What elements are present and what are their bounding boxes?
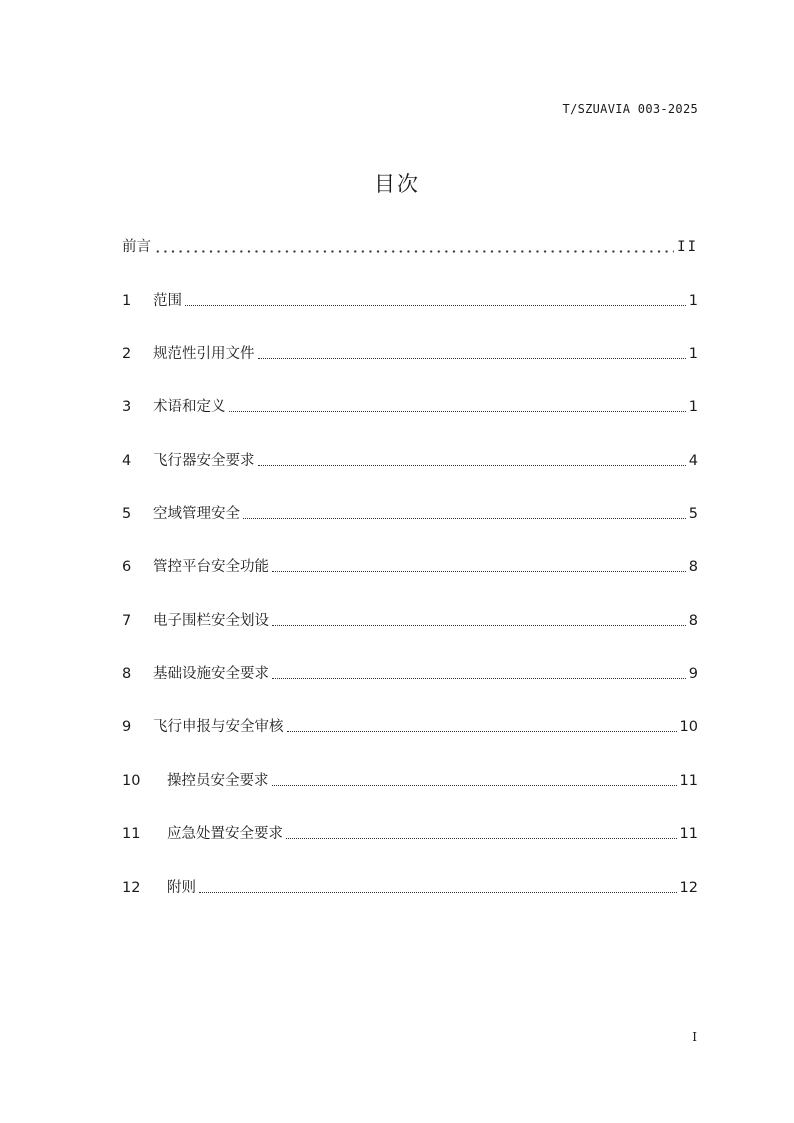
toc-leader-dots: [287, 730, 677, 732]
toc-entry-6[interactable]: [122, 556, 698, 578]
toc-entry-text: 范围: [153, 293, 182, 309]
toc-entry-7[interactable]: [122, 610, 698, 632]
toc-entry-foreword[interactable]: [122, 236, 698, 258]
toc-entry-text: 基础设施安全要求: [153, 666, 269, 682]
toc-entry-page: 11: [679, 773, 698, 789]
toc-leader-dots: [243, 517, 686, 519]
toc-entry-page: 8: [688, 613, 698, 629]
toc-entry-page: 11: [679, 826, 698, 842]
toc-entry-4[interactable]: [122, 450, 698, 472]
toc-leader-dots: [272, 784, 677, 786]
toc-leader-dots: [272, 624, 686, 626]
toc-entry-page: 1: [688, 346, 698, 362]
toc-entry-number: 5: [122, 506, 132, 522]
toc-entry-page: 9: [688, 666, 698, 682]
toc-entry-11[interactable]: [122, 823, 698, 845]
toc-entry-text: 前言: [122, 239, 151, 255]
toc-entry-page: 1: [688, 399, 698, 415]
toc-leader-dots: [199, 891, 677, 893]
toc-entry-text: 应急处置安全要求: [167, 826, 283, 842]
toc-entry-8[interactable]: [122, 663, 698, 685]
toc-entry-2[interactable]: [122, 343, 698, 365]
toc-entry-text: 电子围栏安全划设: [153, 613, 269, 629]
toc-entry-page: II: [677, 239, 698, 255]
toc-entry-number: 6: [122, 559, 132, 575]
toc-entry-number: 2: [122, 346, 132, 362]
toc-entry-page: 8: [688, 559, 698, 575]
toc-leader-dots: [286, 837, 677, 839]
toc-entry-1[interactable]: [122, 290, 698, 312]
toc-entry-number: 11: [122, 826, 141, 842]
toc-leader-dots: [272, 677, 686, 679]
toc-entry-page: 1: [688, 293, 698, 309]
toc-entry-9[interactable]: [122, 716, 698, 738]
toc-entry-number: 10: [122, 773, 141, 789]
document-code: T/SZUAVIA 003-2025: [562, 102, 698, 116]
toc-entry-page: 12: [679, 880, 698, 896]
toc-leader-dots: [185, 304, 686, 306]
toc-entry-number: 3: [122, 399, 132, 415]
toc-leader-dots: [272, 570, 686, 572]
toc-leader-dots: [258, 464, 686, 466]
page-title: 目次: [374, 172, 420, 196]
toc-leader-dots: [229, 410, 686, 412]
toc-entry-number: 9: [122, 719, 132, 735]
toc-entry-number: 1: [122, 293, 132, 309]
toc-leader-dots: [258, 357, 686, 359]
toc-entry-5[interactable]: [122, 503, 698, 525]
page-number: I: [692, 1030, 697, 1044]
toc-entry-text: 空域管理安全: [153, 506, 240, 522]
toc-entry-number: 12: [122, 880, 141, 896]
toc-entry-12[interactable]: [122, 877, 698, 899]
toc-leader-dots: [154, 250, 674, 253]
toc-entry-text: 飞行器安全要求: [153, 453, 255, 469]
toc-entry-page: 5: [688, 506, 698, 522]
toc-entry-text: 规范性引用文件: [153, 346, 255, 362]
toc-entry-text: 附则: [167, 880, 196, 896]
toc-entry-page: 4: [688, 453, 698, 469]
toc-entry-text: 术语和定义: [153, 399, 226, 415]
toc-entry-text: 管控平台安全功能: [153, 559, 269, 575]
toc-entry-text: 飞行申报与安全审核: [153, 719, 284, 735]
toc-entry-number: 4: [122, 453, 132, 469]
table-of-contents: [122, 0, 698, 1123]
toc-entry-10[interactable]: [122, 770, 698, 792]
toc-entry-3[interactable]: [122, 396, 698, 418]
toc-entry-number: 8: [122, 666, 132, 682]
toc-entry-page: 10: [679, 719, 698, 735]
toc-entry-text: 操控员安全要求: [167, 773, 269, 789]
toc-entry-number: 7: [122, 613, 132, 629]
